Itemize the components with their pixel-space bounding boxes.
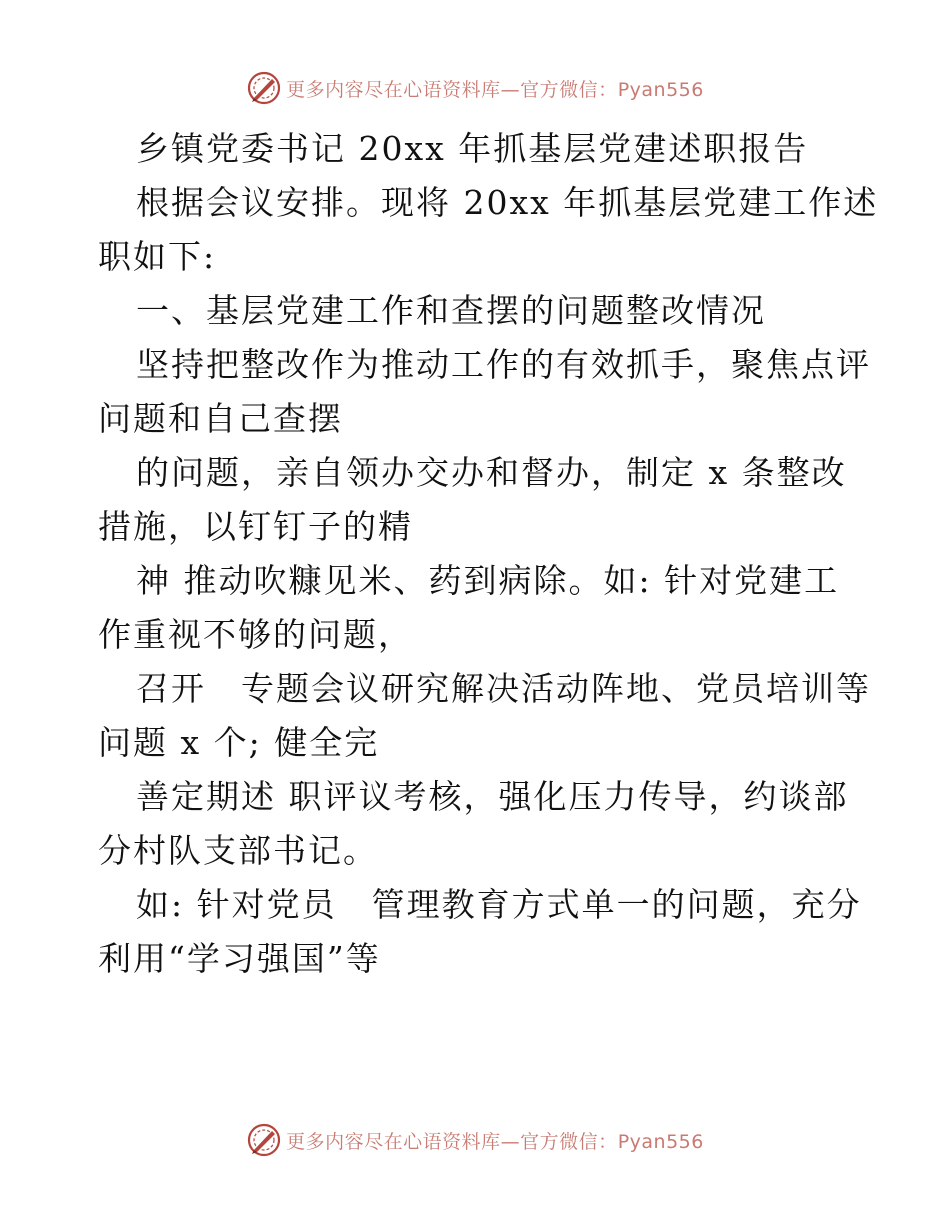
paragraph-line: 职如下: — [98, 237, 217, 276]
paragraph-line: 分村队支部书记。 — [98, 831, 378, 870]
header-watermark — [0, 68, 950, 108]
paragraph-line: 的问题，亲自领办交办和督办，制定 x 条整改 — [136, 453, 847, 492]
paragraph-line: 问题 x 个; 健全完 — [98, 723, 380, 762]
footer-watermark-text: 更多内容尽在心语资料库—官方微信：Pyan556 — [286, 1130, 704, 1153]
paragraph-line: 作重视不够的问题， — [98, 615, 413, 654]
paragraph-line: 利用“学习强国”等 — [98, 939, 381, 978]
document-body — [98, 122, 879, 986]
paragraph-line: 问题和自己查摆 — [98, 399, 343, 438]
paragraph-line: 召开 专题会议研究解决活动阵地、党员培训等 — [136, 669, 871, 708]
paragraph-line: 根据会议安排。现将 20xx 年抓基层党建工作述 — [136, 183, 879, 222]
pen-logo-icon — [246, 70, 282, 106]
header-watermark-text: 更多内容尽在心语资料库—官方微信：Pyan556 — [286, 78, 704, 101]
document-title: 乡镇党委书记 20xx 年抓基层党建述职报告 — [136, 129, 809, 168]
paragraph-line: 坚持把整改作为推动工作的有效抓手，聚焦点评 — [136, 345, 871, 384]
footer-watermark — [0, 1120, 950, 1160]
paragraph-line: 措施，以钉钉子的精 — [98, 507, 413, 546]
pen-logo-icon — [246, 1122, 282, 1158]
paragraph-line: 如: 针对党员 管理教育方式单一的问题，充分 — [136, 885, 862, 924]
section-heading: 一、基层党建工作和查摆的问题整改情况 — [136, 291, 766, 330]
paragraph-line: 善定期述 职评议考核，强化压力传导，约谈部 — [136, 777, 849, 816]
paragraph-line: 神 推动吹糠见米、药到病除。如: 针对党建工 — [136, 561, 840, 600]
